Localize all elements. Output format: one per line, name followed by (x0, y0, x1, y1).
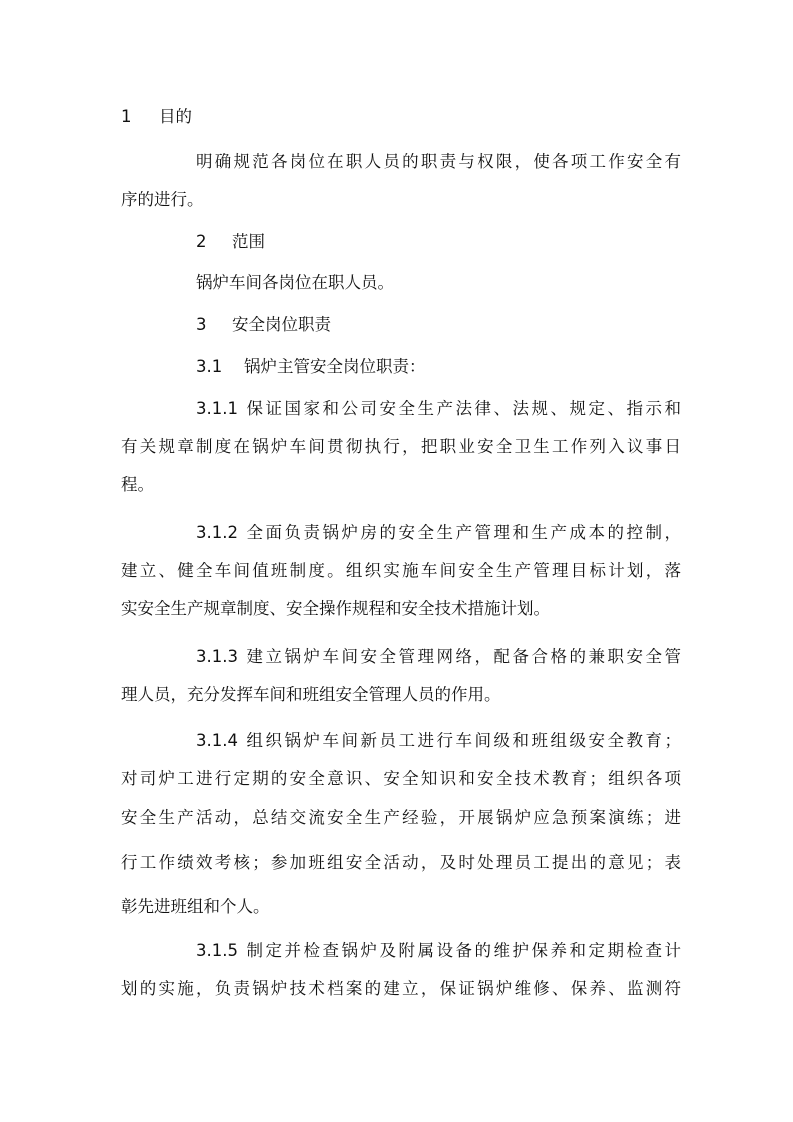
clause-3-1-5-first-line (196, 940, 681, 962)
section-1-heading (121, 106, 681, 128)
section-title: 范围 (232, 232, 265, 251)
clause-text: 全面负责锅炉房的安全生产管理和生产成本的控制， (243, 523, 681, 542)
paragraph-line: 安全生产活动，总结交流安全生产经验，开展锅炉应急预案演练；进 (121, 808, 681, 827)
paragraph-line: 建立、健全车间值班制度。组织实施车间安全生产管理目标计划，落 (121, 561, 681, 580)
paragraph-line: 程。 (121, 475, 154, 494)
section-3-1-heading (196, 356, 681, 378)
section-number: 3.1 (196, 357, 223, 376)
paragraph-line: 锅炉车间各岗位在职人员。 (196, 273, 394, 292)
section-title: 目的 (159, 107, 192, 126)
clause-3-1-3-first-line (196, 646, 681, 668)
paragraph-line: 划的实施，负责锅炉技术档案的建立，保证锅炉维修、保养、监测符 (121, 979, 681, 998)
clause-text: 建立锅炉车间安全管理网络，配备合格的兼职安全管 (243, 647, 681, 666)
section-title: 锅炉主管安全岗位职责： (244, 357, 426, 376)
clause-number: 3.1.5 (196, 941, 238, 960)
paragraph-line: 行工作绩效考核；参加班组安全活动，及时处理员工提出的意见；表 (121, 853, 681, 872)
clause-text: 制定并检查锅炉及附属设备的维护保养和定期检查计 (243, 941, 681, 960)
clause-number: 3.1.1 (196, 399, 238, 418)
clause-3-1-4-first-line (196, 730, 681, 752)
clause-3-1-2-first-line (196, 522, 681, 544)
clause-number: 3.1.3 (196, 647, 238, 666)
clause-number: 3.1.2 (196, 523, 238, 542)
section-number: 1 (121, 107, 132, 126)
paragraph-line: 有关规章制度在锅炉车间贯彻执行，把职业安全卫生工作列入议事日 (121, 437, 681, 456)
section-2-heading (196, 231, 681, 253)
clause-number: 3.1.4 (196, 731, 238, 750)
paragraph-line: 明确规范各岗位在职人员的职责与权限，使各项工作安全有 (196, 152, 681, 171)
paragraph-line: 彰先进班组和个人。 (121, 897, 270, 916)
clause-text: 保证国家和公司安全生产法律、法规、规定、指示和 (243, 399, 681, 418)
paragraph-line: 对司炉工进行定期的安全意识、安全知识和安全技术教育；组织各项 (121, 769, 681, 788)
section-3-heading (196, 314, 681, 336)
paragraph-line: 实安全生产规章制度、安全操作规程和安全技术措施计划。 (121, 599, 550, 618)
paragraph-line: 理人员，充分发挥车间和班组安全管理人员的作用。 (121, 685, 501, 704)
clause-text: 组织锅炉车间新员工进行车间级和班组级安全教育； (243, 731, 681, 750)
section-number: 2 (196, 232, 207, 251)
paragraph-line: 序的进行。 (121, 190, 204, 209)
section-title: 安全岗位职责 (232, 315, 331, 334)
section-number: 3 (196, 315, 207, 334)
clause-3-1-1-first-line (196, 398, 681, 420)
